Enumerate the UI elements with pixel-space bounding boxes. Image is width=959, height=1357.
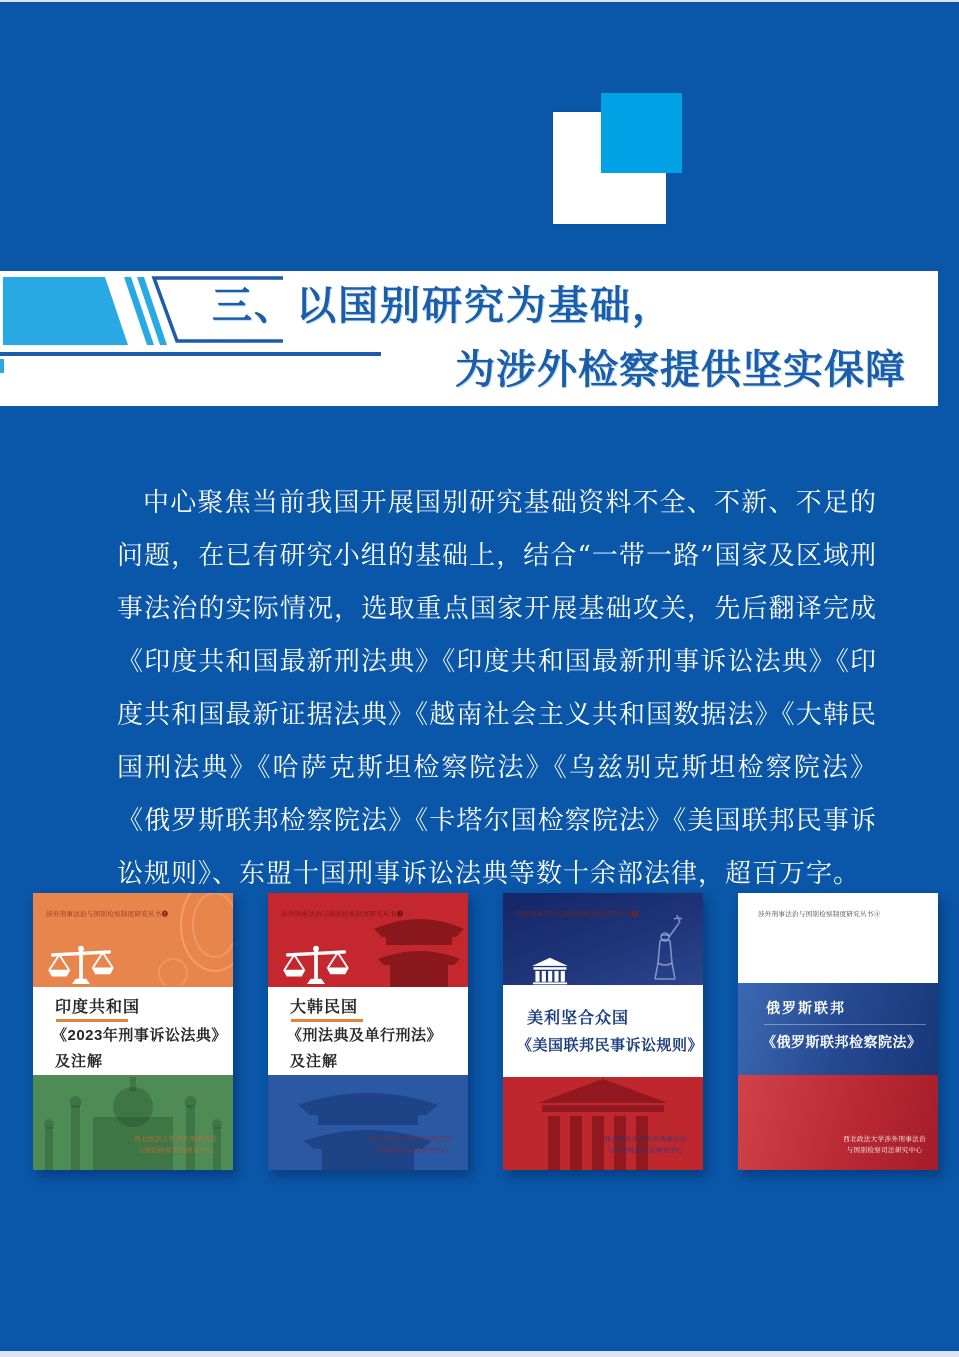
korea-bottom-band	[268, 1075, 468, 1170]
book-cover-india	[33, 893, 233, 1170]
book-subtitle: 及注解	[290, 1053, 339, 1070]
series-label: 涉外刑事法治与国别检察制度研究丛书❶	[46, 911, 169, 918]
publisher-line2: 与国别检察司法研究中心	[137, 1146, 214, 1154]
country-underline	[291, 1019, 363, 1022]
india-bottom-band	[33, 1075, 233, 1170]
russia-bottom-band	[738, 1075, 938, 1170]
statue-of-liberty-icon	[639, 911, 691, 983]
page-title-line1: 三、以国别研究为基础，	[212, 284, 674, 328]
book-title: 《美国联邦民事诉讼规则》	[517, 1037, 703, 1054]
bottom-edge-strip	[0, 1351, 959, 1357]
publisher-line2: 与国别检察司法研究中心	[607, 1146, 684, 1154]
india-top-band	[33, 893, 233, 987]
country-name: 美利坚合众国	[527, 1010, 630, 1027]
publisher-line2: 与国别检察司法研究中心	[846, 1146, 923, 1154]
russia-mid-band	[738, 983, 938, 1075]
publisher-text	[134, 1135, 217, 1156]
series-label: 涉外刑事法治与国别检察制度研究丛书④	[758, 911, 881, 918]
paisley-pattern	[153, 893, 233, 985]
publisher-line1: 西北政法大学涉外刑事法治	[843, 1136, 926, 1143]
publisher-text	[843, 1135, 926, 1156]
russia-top-band	[738, 893, 938, 983]
korea-top-band	[268, 893, 468, 987]
book-cover-usa	[503, 893, 703, 1170]
book-title: 《刑法典及单行刑法》	[287, 1027, 443, 1044]
series-label: 涉外刑事法治与国别检察制度研究丛书❷	[281, 911, 404, 918]
country-underline	[764, 1024, 926, 1025]
scales-icon	[278, 945, 354, 987]
country-name: 俄罗斯联邦	[766, 1000, 846, 1016]
scales-icon	[43, 945, 119, 987]
country-name: 印度共和国	[55, 999, 141, 1016]
book-cover-russia	[738, 893, 938, 1170]
book-title: 《俄罗斯联邦检察院法》	[762, 1034, 922, 1050]
series-label: 涉外刑事法治与国别检察制度研究丛书❸	[516, 911, 639, 918]
book-title: 《2023年刑事诉讼法典》	[52, 1027, 227, 1044]
publisher-line1: 西北政法大学涉外刑事法治	[369, 1136, 452, 1143]
courthouse-silhouette	[528, 1077, 678, 1170]
publisher-line1: 西北政法大学涉外刑事法治	[134, 1136, 217, 1143]
top-edge-line	[0, 0, 959, 2]
decor-blue-square	[601, 93, 682, 173]
header-banner	[0, 271, 938, 406]
publisher-line2: 与国别检察司法研究中心	[372, 1146, 449, 1154]
book-cover-korea	[268, 893, 468, 1170]
publisher-line1: 西北政法大学涉外刑事法治	[604, 1136, 687, 1143]
usa-title-band	[503, 985, 703, 1077]
usa-bottom-band	[503, 1077, 703, 1170]
publisher-text	[369, 1135, 452, 1156]
book-covers-row	[33, 893, 938, 1170]
parthenon-icon	[531, 957, 569, 985]
country-underline	[56, 1019, 128, 1022]
page-title-line2: 为涉外检察提供坚实保障	[455, 348, 906, 392]
book-subtitle: 及注解	[55, 1053, 104, 1070]
publisher-text	[604, 1135, 687, 1156]
country-name: 大韩民国	[290, 999, 359, 1016]
usa-top-band	[503, 893, 703, 985]
body-paragraph: 中心聚焦当前我国开展国别研究基础资料不全、不新、不足的问题，在已有研究小组的基础上，结合“一带一路”国家及区域刑事法治的实际情况，选取重点国家开展基础攻关，先后翻译完成《印度共和国最新刑法典》《印度共和国最新刑事诉讼法典》《印度共和国最新证据法典》《越南社会主义共和国数据法》《大韩民国刑法典》《哈萨克斯坦检察院法》《乌兹别克斯坦检察院法》《俄罗斯联邦检察院法》《卡塔尔国检察院法》《美国联邦民事诉讼规则》、东盟十国刑事诉讼法典等数十余部法律，超百万字。	[117, 488, 877, 889]
